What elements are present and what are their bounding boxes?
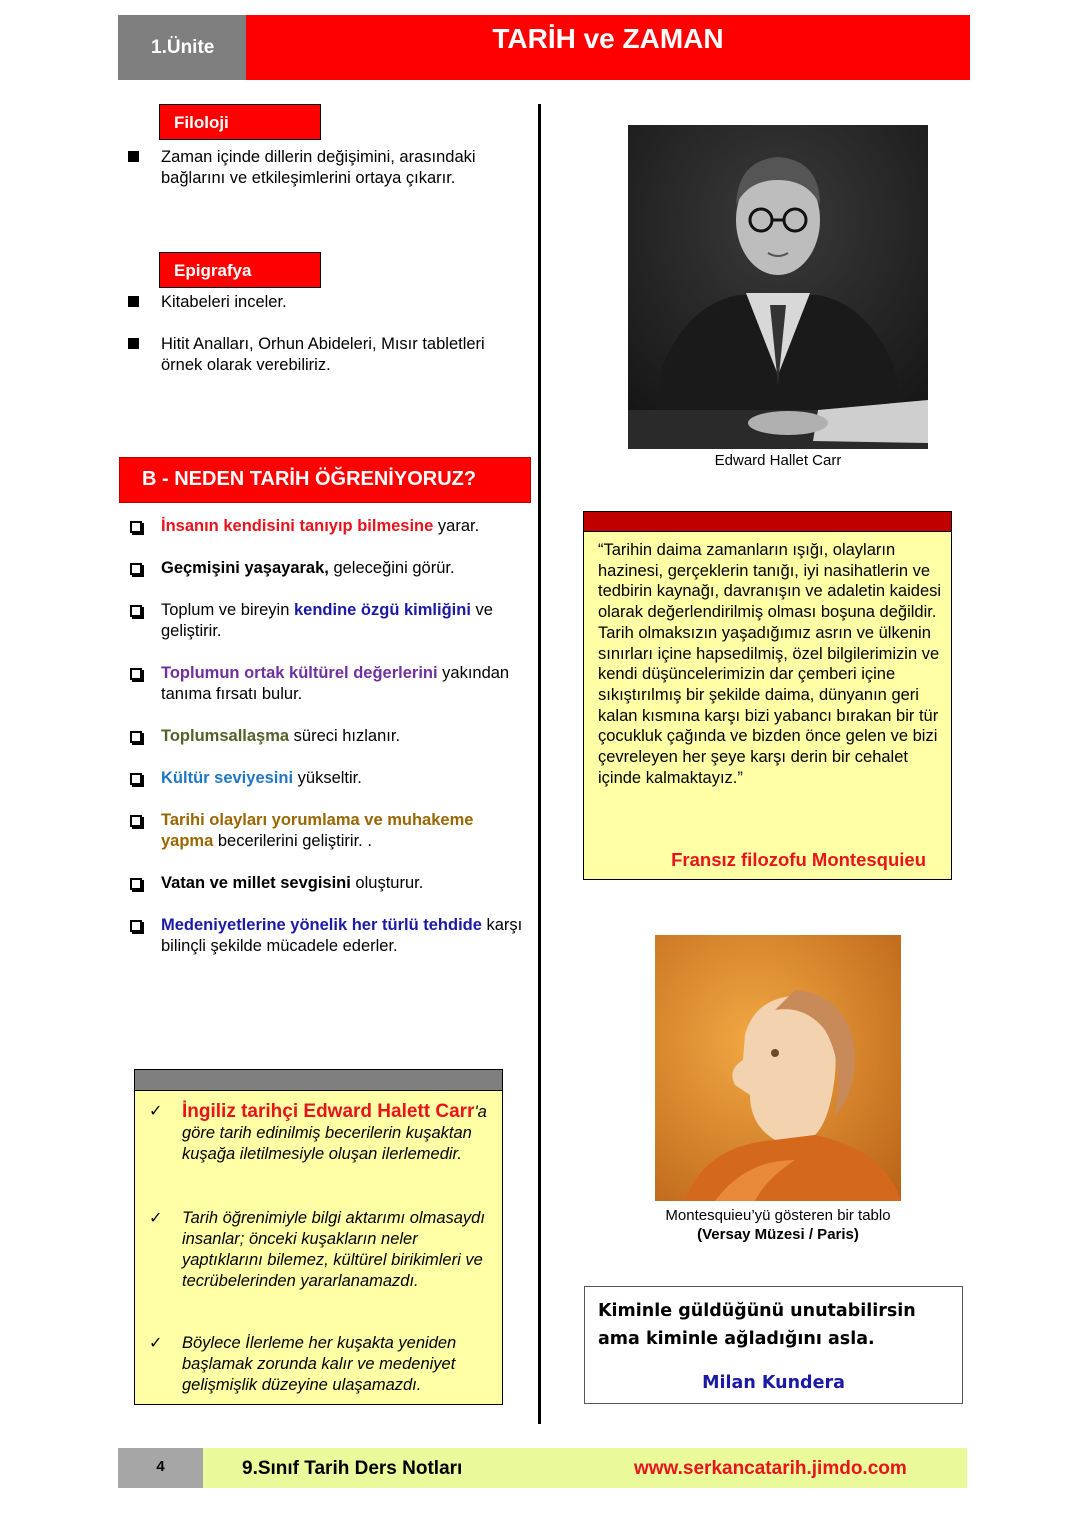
list-item: ✓ İngiliz tarihçi Edward Halett Carr'a göre tarih edinilmiş becerilerin kuşaktan kuşağa iletilmesiyle oluşan ilerlemedir. [149,1101,487,1163]
list-item: Medeniyetlerine yönelik her türlü tehdide karşı bilinçli şekilde mücadele ederler. [128,915,523,957]
checkbox-bullet-icon [130,920,142,932]
checkbox-bullet-icon [130,521,142,533]
checkbox-bullet-icon [130,878,142,890]
checkmark-icon: ✓ [149,1335,163,1352]
list-item: Geçmişini yaşayarak, geleceğini görür. [128,558,523,579]
list-item: İnsanın kendisini tanıyıp bilmesine yarar. [128,516,523,537]
checkbox-bullet-icon [130,668,142,680]
checkbox-bullet-icon [130,563,142,575]
filoloji-item: Zaman içinde dillerin değişimini, arasındaki bağlarını ve etkileşimlerini ortaya çıkarır. [128,147,518,189]
quote-text: “Tarihin daima zamanların ışığı, olayların hazinesi, gerçeklerin tanığı, iyi nasihatlerin ve tedbirin kaynağı, davranışın ve adaletin kaidesi olarak değerlendirilmiş olması boşuna değildir. Tarih olmaksızın yaşadığımız asrın ve ülkenin sınırları içine hapsedilmiş, özel bilgilerimizin ve kendi düşüncelerimizin dar çemberi içine sıkıştırılmış bir şekilde daima, dünyanın geri kalan kısmına karşı bizi yabancı bırakan bir tür çocukluk çağında ve bizden önce gelen ve bizi çevreleyen her şeye karşı derin bir cehalet içinde kalmaktayız.” [598,541,942,787]
kundera-author: Milan Kundera [702,1373,845,1393]
montesquieu-quote-box [583,511,952,880]
checkbox-bullet-icon [130,605,142,617]
epigrafya-label: Epigrafya [159,252,321,288]
checkmark-icon: ✓ [149,1210,163,1227]
reasons-list [128,516,523,978]
page-title: TARİH ve ZAMAN [246,15,970,80]
unit-label: 1.Ünite [118,15,246,80]
square-bullet-icon [128,338,139,349]
filoloji-label: Filoloji [159,104,321,140]
list-item: Toplum ve bireyin kendine özgü kimliğini ve geliştirir. [128,600,523,642]
quote-author: Fransız filozofu Montesquieu [671,849,926,870]
checkmark-icon: ✓ [149,1103,163,1120]
montesquieu-portrait [655,935,901,1201]
kundera-quote: Kiminle güldüğünü unutabilirsin ama kiminle ağladığını asla. [598,1301,916,1349]
footer-title: 9.Sınıf Tarih Ders Notları [242,1458,463,1479]
carr-caption: Edward Hallet Carr [714,452,842,469]
montesquieu-caption: Montesquieu’yü gösteren bir tablo (Versay Müzesi / Paris) [665,1207,891,1243]
section-b-heading: B - NEDEN TARİH ÖĞRENİYORUZ? [119,457,531,503]
list-item: ✓ Böylece İlerleme her kuşakta yeniden başlamak zorunda kalır ve medeniyet gelişmişlik düzeyine ulaşamazdı. [149,1334,457,1394]
checkbox-bullet-icon [130,773,142,785]
list-item: Kültür seviyesini yükseltir. [128,768,523,789]
list-item: Toplumun ortak kültürel değerlerini yakından tanıma fırsatı bulur. [128,663,523,705]
square-bullet-icon [128,151,139,162]
kundera-quote-box [584,1286,963,1404]
checkbox-bullet-icon [130,731,142,743]
square-bullet-icon [128,296,139,307]
list-item: Vatan ve millet sevgisini oluşturur. [128,873,523,894]
list-item: Toplumsallaşma süreci hızlanır. [128,726,523,747]
list-item: Tarihi olayları yorumlama ve muhakeme yapma becerilerini geliştirir. . [128,810,523,852]
carr-info-box [134,1069,503,1405]
checkbox-bullet-icon [130,815,142,827]
epigrafya-item: Hitit Analları, Orhun Abideleri, Mısır tabletleri örnek olarak verebiliriz. [128,334,518,376]
epigrafya-item: Kitabeleri inceler. [128,292,518,313]
box-header-bar [584,512,951,532]
page-number: 4 [118,1448,203,1488]
carr-portrait [628,125,928,449]
column-divider [538,104,541,1424]
box-header-bar [135,1070,502,1091]
list-item: ✓ Tarih öğrenimiyle bilgi aktarımı olmasaydı insanlar; önceki kuşakların neler yaptıklarını bilemez, kültürel birikimleri ve tecrübelerinden yararlanamazdı. [149,1209,485,1290]
footer-url[interactable]: www.serkancatarih.jimdo.com [634,1458,907,1479]
